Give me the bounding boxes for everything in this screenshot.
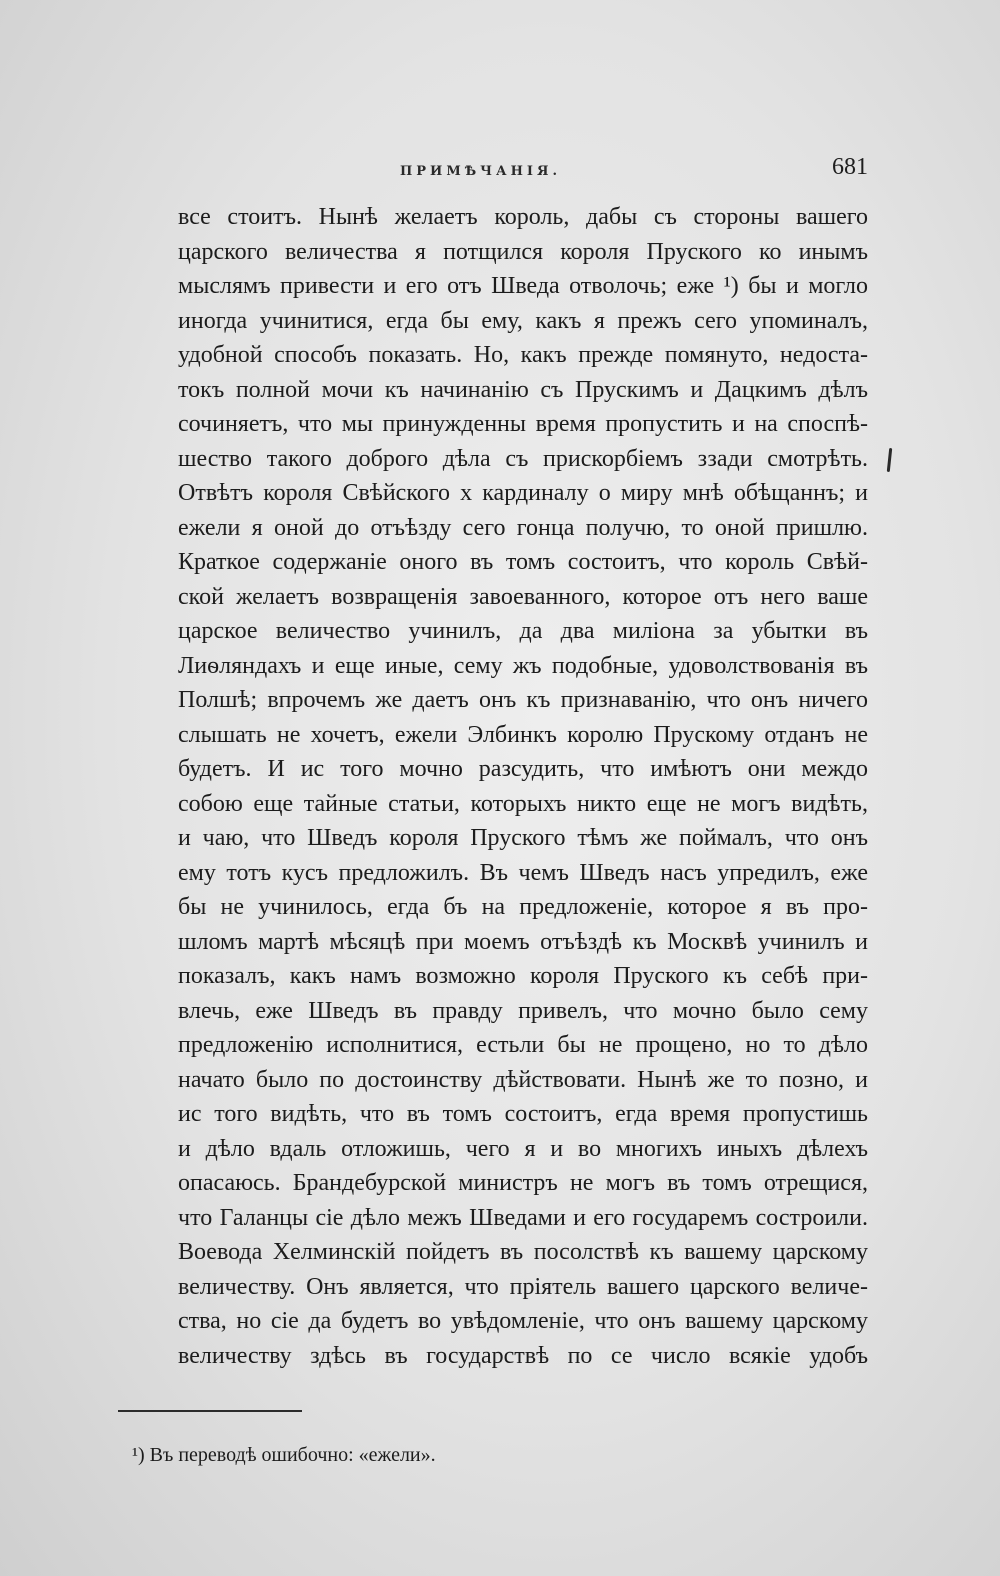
text-line: Отвѣтъ короля Свѣйского х кардиналу о миру мнѣ обѣщаннъ; и xyxy=(178,480,868,506)
text-line: ежели я оной до отъѣзду сего гонца получю, то оной пришлю. xyxy=(178,514,868,541)
footnote xyxy=(132,1444,436,1467)
footnote-rule xyxy=(118,1410,302,1412)
text-line: Воевода Хелминскій пойдетъ въ посолствѣ къ вашему царскому xyxy=(178,1239,868,1265)
text-line: царского величества я потщился короля Пруского ко инымъ xyxy=(178,238,868,265)
footnote-text: Въ переводѣ ошибочно: «ежели». xyxy=(149,1444,436,1466)
text-line: Лиѳляндахъ и еще иные, сему жъ подобные, удоволствованія въ xyxy=(178,652,868,679)
footnote-marker: ¹) xyxy=(132,1444,145,1466)
text-line: будетъ. И ис того мочно разсудить, что имѣютъ они междо xyxy=(178,756,868,782)
margin-mark xyxy=(887,448,892,472)
text-line: ему тотъ кусъ предложилъ. Въ чемъ Шведъ насъ упредилъ, еже xyxy=(178,859,868,886)
text-line: и чаю, что Шведъ короля Пруского тѣмъ же поймалъ, что онъ xyxy=(178,825,868,851)
text-line: что Галанцы сіе дѣло межъ Шведами и его государемъ состроили. xyxy=(178,1204,868,1231)
body-text xyxy=(178,200,868,1373)
text-line: иногда учинитися, егда бы ему, какъ я прежъ сего упоминалъ, xyxy=(178,307,868,334)
text-line: предложенію исполнитися, естьли бы не прощено, но то дѣло xyxy=(178,1032,868,1058)
text-line: показалъ, какъ намъ возможно короля Пруского къ себѣ при- xyxy=(178,963,868,989)
text-line: начато было по достоинству дѣйствовати. Нынѣ же то позно, и xyxy=(178,1066,868,1093)
text-line: Полшѣ; впрочемъ же даетъ онъ къ признаванію, что онъ ничего xyxy=(178,687,868,713)
text-line: и дѣло вдаль отложишь, чего я и во многихъ иныхъ дѣлехъ xyxy=(178,1135,868,1162)
text-line: все стоитъ. Нынѣ желаетъ король, дабы съ стороны вашего xyxy=(178,204,868,230)
text-line: шество такого доброго дѣла съ прискорбіемъ ззади смотрѣть. xyxy=(178,445,868,472)
text-line: царское величество учинилъ, да два миліона за убытки въ xyxy=(178,618,868,644)
text-line: удобной способъ показать. Но, какъ прежде помянуто, недоста- xyxy=(178,342,868,368)
text-line: ства, но сіе да будетъ во увѣдомленіе, что онъ вашему царскому xyxy=(178,1308,868,1334)
text-line: сочиняетъ, что мы принужденны время пропустить и на споспѣ- xyxy=(178,411,868,437)
text-line: опасаюсь. Брандебурской министръ не могъ въ томъ отрещися, xyxy=(178,1170,868,1196)
text-line: собою еще тайные статьи, которыхъ никто еще не могъ видѣть, xyxy=(178,790,868,817)
text-line: величеству здѣсь въ государствѣ по се число всякіе удобъ xyxy=(178,1342,868,1369)
text-line: ской желаетъ возвращенія завоеванного, которое отъ него ваше xyxy=(178,583,868,610)
text-line: мыслямъ привести и его отъ Шведа отволочь; еже ¹) бы и могло xyxy=(178,273,868,299)
text-line: бы не учинилось, егда бъ на предложеніе, которое я въ про- xyxy=(178,894,868,920)
text-line: влечь, еже Шведъ въ правду привелъ, что мочно было сему xyxy=(178,997,868,1024)
text-line: ис того видѣть, что въ томъ состоитъ, егда время пропустишь xyxy=(178,1101,868,1127)
page-header xyxy=(178,150,868,190)
page-number: 681 xyxy=(832,154,868,180)
text-line: Краткое содержаніе оного въ томъ состоитъ, что король Свѣй- xyxy=(178,549,868,575)
running-title: ПРИМѢЧАНІЯ. xyxy=(400,164,561,179)
text-line: шломъ мартѣ мѣсяцѣ при моемъ отъѣздѣ къ Москвѣ учинилъ и xyxy=(178,928,868,955)
text-line: слышать не хочетъ, ежели Элбинкъ королю Прускому отданъ не xyxy=(178,721,868,748)
text-line: величеству. Онъ является, что пріятель вашего царского величе- xyxy=(178,1273,868,1300)
text-line: токъ полной мочи къ начинанію съ Прускимъ и Дацкимъ дѣлъ xyxy=(178,376,868,403)
